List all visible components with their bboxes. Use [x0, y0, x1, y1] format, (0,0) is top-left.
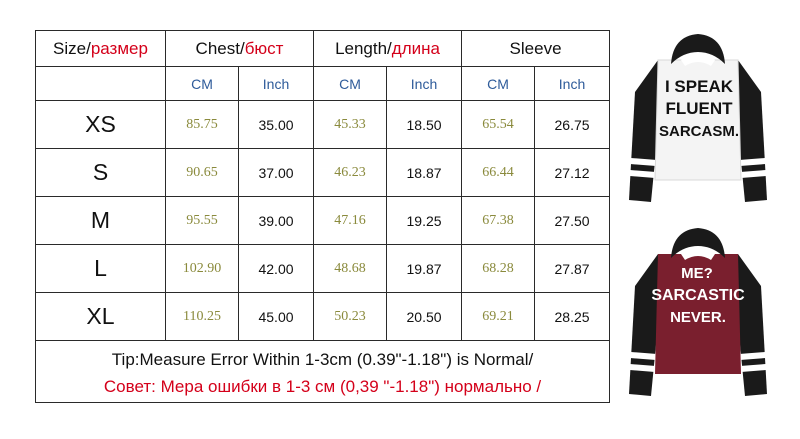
tip-cell	[36, 341, 610, 403]
chest-inch: 42.00	[239, 245, 314, 293]
length-inch: 20.50	[387, 293, 462, 341]
length-cm: 48.68	[314, 245, 387, 293]
sleeve-cm: 69.21	[462, 293, 535, 341]
length-cm: 50.23	[314, 293, 387, 341]
size-header: Size/размер	[36, 31, 166, 67]
size-label: S	[36, 149, 166, 197]
length-cm: 45.33	[314, 101, 387, 149]
sleeve-inch: 28.25	[535, 293, 610, 341]
length-inch: 19.25	[387, 197, 462, 245]
size-label: XL	[36, 293, 166, 341]
chest-header: Chest/бюст	[166, 31, 314, 67]
sleeve-inch: 27.12	[535, 149, 610, 197]
unit-cell: CM	[166, 67, 239, 101]
length-header: Length/длина	[314, 31, 462, 67]
sleeve-header: Sleeve	[462, 31, 610, 67]
print-line: SARCASM.	[658, 123, 740, 140]
table-row	[36, 293, 610, 341]
chest-cm: 90.65	[166, 149, 239, 197]
table-row	[36, 101, 610, 149]
print-line: ME?	[681, 265, 713, 282]
unit-cell: Inch	[239, 67, 314, 101]
print-line: I SPEAK	[664, 77, 734, 96]
sleeve-inch: 27.50	[535, 197, 610, 245]
chest-cm: 95.55	[166, 197, 239, 245]
sleeve-cm: 67.38	[462, 197, 535, 245]
header-row	[36, 31, 610, 67]
tip-text-russian: Совет: Мера ошибки в 1-3 см (0,39 "-1.18") нормально /	[103, 376, 542, 396]
print-line: NEVER.	[670, 309, 726, 326]
tip-row	[36, 341, 610, 403]
table-row	[36, 197, 610, 245]
print-line: FLUENT	[665, 99, 733, 118]
size-chart-table	[35, 30, 610, 403]
chest-cm: 102.90	[166, 245, 239, 293]
unit-cell: Inch	[535, 67, 610, 101]
hoodie-burgundy-image	[623, 224, 773, 402]
chest-inch: 35.00	[239, 101, 314, 149]
chest-inch: 37.00	[239, 149, 314, 197]
table-row	[36, 149, 610, 197]
unit-row	[36, 67, 610, 101]
hoodie-white-illustration	[623, 30, 773, 208]
chest-inch: 39.00	[239, 197, 314, 245]
size-label: XS	[36, 101, 166, 149]
size-label: M	[36, 197, 166, 245]
unit-cell: CM	[314, 67, 387, 101]
print-line: SARCASTIC	[651, 287, 745, 304]
sleeve-cm: 66.44	[462, 149, 535, 197]
sleeve-cm: 65.54	[462, 101, 535, 149]
sleeve-inch: 26.75	[535, 101, 610, 149]
length-cm: 47.16	[314, 197, 387, 245]
chest-cm: 110.25	[166, 293, 239, 341]
length-inch: 19.87	[387, 245, 462, 293]
chest-cm: 85.75	[166, 101, 239, 149]
sleeve-cm: 68.28	[462, 245, 535, 293]
chest-inch: 45.00	[239, 293, 314, 341]
hoodie-burgundy-illustration	[623, 224, 773, 402]
length-inch: 18.50	[387, 101, 462, 149]
table-row	[36, 245, 610, 293]
size-label: L	[36, 245, 166, 293]
length-cm: 46.23	[314, 149, 387, 197]
hoodie-white-image	[623, 30, 773, 208]
tip-text-english: Tip:Measure Error Within 1-3cm (0.39"-1.18") is Normal/	[111, 349, 534, 369]
length-inch: 18.87	[387, 149, 462, 197]
unit-blank-cell	[36, 67, 166, 101]
unit-cell: CM	[462, 67, 535, 101]
sleeve-inch: 27.87	[535, 245, 610, 293]
unit-cell: Inch	[387, 67, 462, 101]
